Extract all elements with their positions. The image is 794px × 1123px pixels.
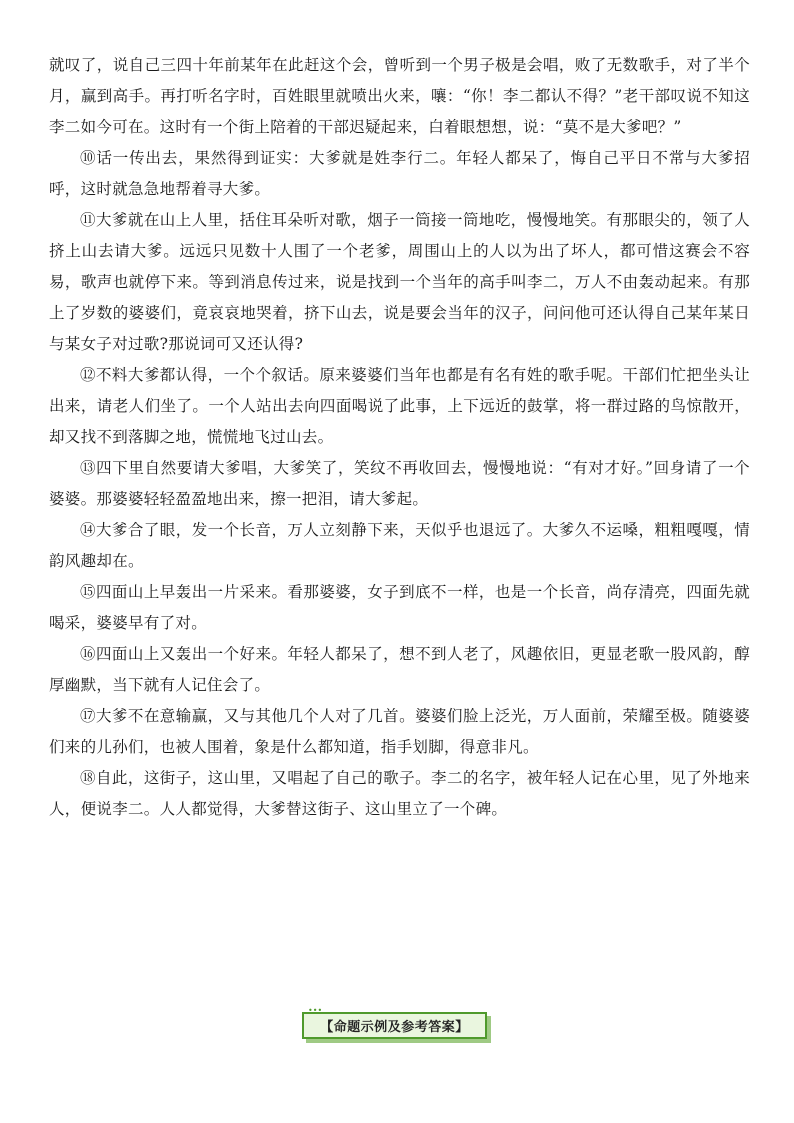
paragraph-16: ⑯四面山上又轰出一个好来。年轻人都呆了，想不到人老了，风趣依旧，更显老歌一股风韵，醇厚幽默，当下就有人记住会了。 xyxy=(49,645,750,694)
paragraph-10: ⑩话一传出去，果然得到证实：大爹就是姓李行二。年轻人都呆了，悔自己平日不常与大爹招呼，这时就急急地帮着寻大爹。 xyxy=(49,149,750,198)
heading-dots-decoration: ••• xyxy=(308,1006,323,1015)
section-heading-banner xyxy=(302,1006,491,1043)
section-heading-label: 【命题示例及参考答案】 xyxy=(320,1020,469,1035)
section-heading xyxy=(302,1012,487,1039)
document-body xyxy=(49,50,750,825)
paragraph-13: ⑬四下里自然要请大爹唱，大爹笑了，笑纹不再收回去，慢慢地说：“有对才好。”回身请了一个婆婆。那婆婆轻轻盈盈地出来，擦一把泪，请大爹起。 xyxy=(49,459,750,508)
paragraph-18: ⑱自此，这街子，这山里，又唱起了自己的歌子。李二的名字，被年轻人记在心里，见了外地来人，便说李二。人人都觉得，大爹替这街子、这山里立了一个碑。 xyxy=(49,769,750,818)
paragraph-17: ⑰大爹不在意输赢，又与其他几个人对了几首。婆婆们脸上泛光，万人面前，荣耀至极。随婆婆们来的儿孙们，也被人围着，象是什么都知道，指手划脚，得意非凡。 xyxy=(49,707,750,756)
paragraph-11: ⑪大爹就在山上人里，括住耳朵听对歌，烟子一筒接一筒地吃，慢慢地笑。有那眼尖的，领了人挤上山去请大爹。远远只见数十人围了一个老爹，周围山上的人以为出了坏人，都可惜这赛会不容易，歌声也就停下来。等到消息传过来，说是找到一个当年的高手叫李二，万人不由轰动起来。有那上了岁数的婆婆们，竟哀哀地哭着，挤下山去，说是要会当年的汉子，问问他可还认得自己某年某日与某女子对过歌?那说词可又还认得? xyxy=(49,211,750,353)
paragraph-15: ⑮四面山上早轰出一片采来。看那婆婆，女子到底不一样，也是一个长音，尚存清亮，四面先就喝采，婆婆早有了对。 xyxy=(49,583,750,632)
paragraph-14: ⑭大爹合了眼，发一个长音，万人立刻静下来，天似乎也退远了。大爹久不运嗓，粗粗嘎嘎，情韵风趣却在。 xyxy=(49,521,750,570)
paragraph-continued: 就叹了，说自己三四十年前某年在此赶这个会，曾听到一个男子极是会唱，败了无数歌手，对了半个月，赢到高手。再打听名字时，百姓眼里就喷出火来，嚷：“你！李二都认不得？”老干部叹说不知这李二如今可在。这时有一个街上陪着的干部迟疑起来，白着眼想想，说：“莫不是大爹吧？” xyxy=(49,56,750,136)
paragraph-12: ⑫不料大爹都认得，一个个叙话。原来婆婆们当年也都是有名有姓的歌手呢。干部们忙把坐头让出来，请老人们坐了。一个人站出去向四面喝说了此事，上下远近的鼓掌，将一群过路的鸟惊散开，却又找不到落脚之地，慌慌地飞过山去。 xyxy=(49,366,750,446)
